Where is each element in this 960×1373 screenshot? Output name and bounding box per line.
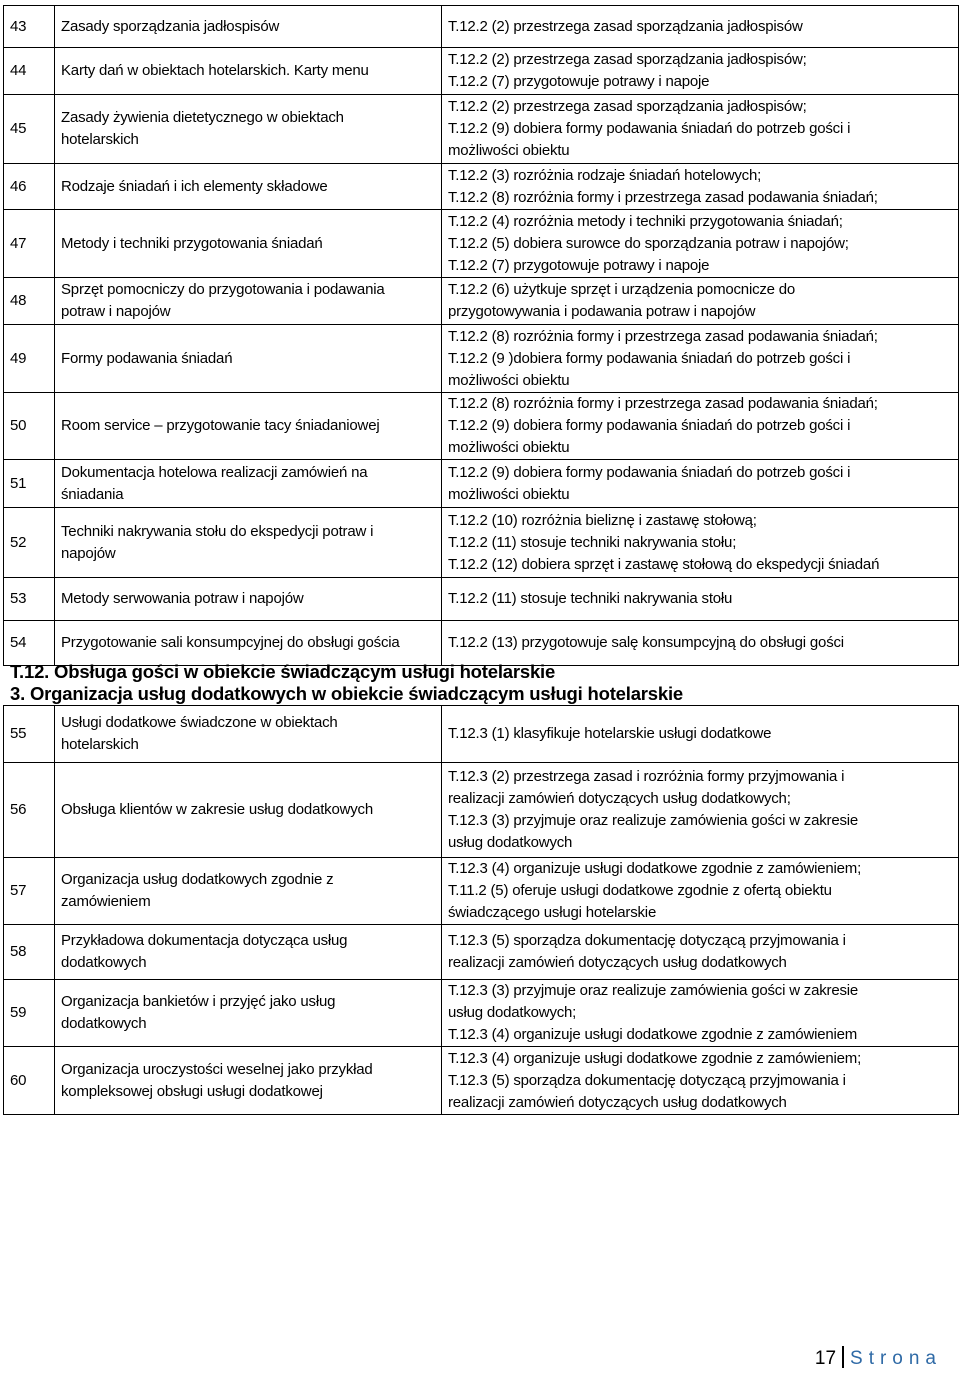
effect-line: przygotowywania i podawania potraw i napojów xyxy=(448,303,756,320)
topic-line: Zasady sporządzania jadłospisów xyxy=(61,17,280,35)
topic-line: napojów xyxy=(61,544,116,562)
effect-line: T.12.2 (13) przygotowuje salę konsumpcyjną do obsługi gości xyxy=(448,634,844,651)
row-number: 54 xyxy=(4,621,55,666)
page-label: Strona xyxy=(850,1348,942,1369)
effect-line: T.12.2 (3) rozróżnia rodzaje śniadań hotelowych; xyxy=(448,166,762,184)
effect-line: T.12.2 (2) przestrzega zasad sporządzania jadłospisów; xyxy=(448,98,807,115)
learning-effects xyxy=(442,6,959,48)
row-number: 59 xyxy=(4,980,55,1047)
topic-line: Zasady żywienia dietetycznego w obiektach xyxy=(61,109,344,126)
footer-separator xyxy=(842,1346,844,1368)
topic-line: Rodzaje śniadań i ich elementy składowe xyxy=(61,177,328,195)
table-row xyxy=(4,48,959,95)
effect-line: realizacji zamówień dotyczących usług dodatkowych xyxy=(448,1093,787,1111)
row-number: 53 xyxy=(4,578,55,621)
learning-effects xyxy=(442,164,959,210)
learning-effects xyxy=(442,278,959,325)
effect-line: T.12.3 (5) sporządza dokumentację dotyczącą przyjmowania i xyxy=(448,932,846,949)
topic-line: kompleksowej obsługi usługi dodatkowej xyxy=(61,1082,323,1100)
effect-line: T.12.2 (11) stosuje techniki nakrywania stołu xyxy=(448,590,733,607)
effect-line: realizacji zamówień dotyczących usług dodatkowych xyxy=(448,954,787,971)
topic-line: Karty dań w obiektach hotelarskich. Karty menu xyxy=(61,62,369,79)
topic-line: potraw i napojów xyxy=(61,303,171,320)
effect-line: T.12.3 (3) przyjmuje oraz realizuje zamówienia gości w zakresie xyxy=(448,812,859,829)
lesson-topic xyxy=(55,164,442,210)
section-heading xyxy=(10,661,950,705)
lesson-topic xyxy=(55,210,442,278)
effect-line: możliwości obiektu xyxy=(448,371,570,389)
effect-line: T.12.3 (5) sporządza dokumentację dotyczącą przyjmowania i xyxy=(448,1071,846,1089)
table-row xyxy=(4,460,959,508)
row-number: 57 xyxy=(4,858,55,925)
lesson-topic xyxy=(55,460,442,508)
topic-line: Room service – przygotowanie tacy śniadaniowej xyxy=(61,417,380,434)
row-number: 52 xyxy=(4,508,55,578)
topic-line: dodatkowych xyxy=(61,954,147,971)
row-number: 49 xyxy=(4,325,55,393)
topic-line: Techniki nakrywania stołu do ekspedycji potraw i xyxy=(61,522,374,540)
row-number: 48 xyxy=(4,278,55,325)
effect-line: T.12.2 (7) przygotowuje potrawy i napoje xyxy=(448,73,710,90)
row-number: 44 xyxy=(4,48,55,95)
effect-line: możliwości obiektu xyxy=(448,142,570,159)
topic-line: Formy podawania śniadań xyxy=(61,349,233,367)
learning-effects xyxy=(442,706,959,763)
learning-effects xyxy=(442,393,959,460)
table-row xyxy=(4,621,959,666)
table-row xyxy=(4,164,959,210)
learning-effects xyxy=(442,858,959,925)
table-row xyxy=(4,763,959,858)
table-row xyxy=(4,980,959,1047)
learning-effects xyxy=(442,925,959,980)
row-number: 43 xyxy=(4,6,55,48)
table-row xyxy=(4,925,959,980)
topic-line: Obsługa klientów w zakresie usług dodatkowych xyxy=(61,801,373,818)
learning-effects xyxy=(442,980,959,1047)
row-number: 45 xyxy=(4,95,55,164)
topic-line: zamówieniem xyxy=(61,893,151,910)
table-row xyxy=(4,508,959,578)
effect-line: usług dodatkowych xyxy=(448,834,573,851)
table-row xyxy=(4,393,959,460)
topic-line: Organizacja uroczystości weselnej jako przykład xyxy=(61,1060,373,1078)
row-number: 56 xyxy=(4,763,55,858)
effect-line: T.12.2 (9) dobiera formy podawania śniadań do potrzeb gości i xyxy=(448,120,851,137)
section-heading-line-2: 3. Organizacja usług dodatkowych w obiekcie świadczącym usługi hotelarskie xyxy=(10,683,684,704)
learning-effects xyxy=(442,95,959,164)
row-number: 60 xyxy=(4,1047,55,1115)
learning-effects xyxy=(442,210,959,278)
topic-line: Przykładowa dokumentacja dotycząca usług xyxy=(61,932,348,949)
effect-line: T.12.3 (2) przestrzega zasad i rozróżnia formy przyjmowania i xyxy=(448,768,845,785)
topic-line: śniadania xyxy=(61,485,124,503)
lesson-topic xyxy=(55,858,442,925)
section-heading-line-1: T.12. Obsługa gości w obiekcie świadczącym usługi hotelarskie xyxy=(10,661,556,682)
topic-line: hotelarskich xyxy=(61,736,139,753)
effect-line: T.12.2 (2) przestrzega zasad sporządzania jadłospisów; xyxy=(448,51,807,68)
effect-line: T.12.2 (2) przestrzega zasad sporządzania jadłospisów xyxy=(448,17,803,35)
effect-line: T.12.2 (11) stosuje techniki nakrywania stołu; xyxy=(448,533,737,551)
learning-effects xyxy=(442,48,959,95)
effect-line: T.11.2 (5) oferuje usługi dodatkowe zgodnie z ofertą obiektu xyxy=(448,882,832,899)
lesson-topic xyxy=(55,48,442,95)
lesson-topic xyxy=(55,278,442,325)
effect-line: usług dodatkowych; xyxy=(448,1004,577,1021)
learning-effects xyxy=(442,460,959,508)
topic-line: Metody i techniki przygotowania śniadań xyxy=(61,234,323,252)
learning-effects xyxy=(442,621,959,666)
curriculum-table-1 xyxy=(3,5,959,666)
lesson-topic xyxy=(55,578,442,621)
topic-line: hotelarskich xyxy=(61,131,139,148)
learning-effects xyxy=(442,325,959,393)
row-number: 58 xyxy=(4,925,55,980)
table-row xyxy=(4,1047,959,1115)
row-number: 46 xyxy=(4,164,55,210)
effect-line: T.12.3 (1) klasyfikuje hotelarskie usługi dodatkowe xyxy=(448,725,772,742)
row-number: 55 xyxy=(4,706,55,763)
effect-line: T.12.2 (4) rozróżnia metody i techniki przygotowania śniadań; xyxy=(448,212,843,230)
effect-line: możliwości obiektu xyxy=(448,485,570,503)
topic-line: Dokumentacja hotelowa realizacji zamówień na xyxy=(61,463,368,481)
effect-line: T.12.2 (9) dobiera formy podawania śniadań do potrzeb gości i xyxy=(448,463,851,481)
topic-line: Organizacja bankietów i przyjęć jako usług xyxy=(61,993,336,1010)
lesson-topic xyxy=(55,763,442,858)
effect-line: T.12.3 (4) organizuje usługi dodatkowe zgodnie z zamówieniem; xyxy=(448,1049,862,1067)
lesson-topic xyxy=(55,980,442,1047)
lesson-topic xyxy=(55,508,442,578)
effect-line: T.12.2 (7) przygotowuje potrawy i napoje xyxy=(448,256,710,274)
effect-line: T.12.2 (9) dobiera formy podawania śniadań do potrzeb gości i xyxy=(448,417,851,434)
row-number: 47 xyxy=(4,210,55,278)
effect-line: T.12.2 (9 )dobiera formy podawania śniadań do potrzeb gości i xyxy=(448,349,851,367)
effect-line: T.12.2 (8) rozróżnia formy i przestrzega zasad podawania śniadań; xyxy=(448,327,878,345)
table-row xyxy=(4,6,959,48)
page-footer xyxy=(815,1346,942,1370)
lesson-topic xyxy=(55,325,442,393)
effect-line: T.12.2 (6) użytkuje sprzęt i urządzenia pomocnicze do xyxy=(448,281,796,298)
topic-line: Przygotowanie sali konsumpcyjnej do obsługi gościa xyxy=(61,634,400,651)
effect-line: T.12.3 (3) przyjmuje oraz realizuje zamówienia gości w zakresie xyxy=(448,982,859,999)
learning-effects xyxy=(442,763,959,858)
topic-line: dodatkowych xyxy=(61,1015,147,1032)
effect-line: T.12.3 (4) organizuje usługi dodatkowe zgodnie z zamówieniem xyxy=(448,1026,858,1043)
lesson-topic xyxy=(55,621,442,666)
learning-effects xyxy=(442,508,959,578)
curriculum-table-2 xyxy=(3,705,959,1115)
table-row xyxy=(4,95,959,164)
effect-line: T.12.2 (8) rozróżnia formy i przestrzega zasad podawania śniadań; xyxy=(448,188,878,206)
lesson-topic xyxy=(55,925,442,980)
topic-line: Sprzęt pomocniczy do przygotowania i podawania xyxy=(61,281,385,298)
effect-line: możliwości obiektu xyxy=(448,439,570,456)
effect-line: świadczącego usługi hotelarskie xyxy=(448,904,657,921)
effect-line: T.12.2 (8) rozróżnia formy i przestrzega zasad podawania śniadań; xyxy=(448,395,878,412)
lesson-topic xyxy=(55,95,442,164)
table-row xyxy=(4,578,959,621)
lesson-topic xyxy=(55,706,442,763)
effect-line: T.12.2 (5) dobiera surowce do sporządzania potraw i napojów; xyxy=(448,234,849,252)
topic-line: Usługi dodatkowe świadczone w obiektach xyxy=(61,714,338,731)
effect-line: T.12.2 (10) rozróżnia bieliznę i zastawę stołową; xyxy=(448,511,757,529)
lesson-topic xyxy=(55,6,442,48)
page-number: 17 xyxy=(814,1348,837,1369)
row-number: 51 xyxy=(4,460,55,508)
learning-effects xyxy=(442,578,959,621)
lesson-topic xyxy=(55,1047,442,1115)
effect-line: T.12.3 (4) organizuje usługi dodatkowe zgodnie z zamówieniem; xyxy=(448,860,862,877)
learning-effects xyxy=(442,1047,959,1115)
effect-line: realizacji zamówień dotyczących usług dodatkowych; xyxy=(448,790,791,807)
table-row xyxy=(4,325,959,393)
topic-line: Organizacja usług dodatkowych zgodnie z xyxy=(61,871,334,888)
effect-line: T.12.2 (12) dobiera sprzęt i zastawę stołową do ekspedycji śniadań xyxy=(448,555,880,573)
table-row xyxy=(4,706,959,763)
topic-line: Metody serwowania potraw i napojów xyxy=(61,590,304,607)
table-row xyxy=(4,210,959,278)
row-number: 50 xyxy=(4,393,55,460)
table-row xyxy=(4,278,959,325)
lesson-topic xyxy=(55,393,442,460)
table-row xyxy=(4,858,959,925)
